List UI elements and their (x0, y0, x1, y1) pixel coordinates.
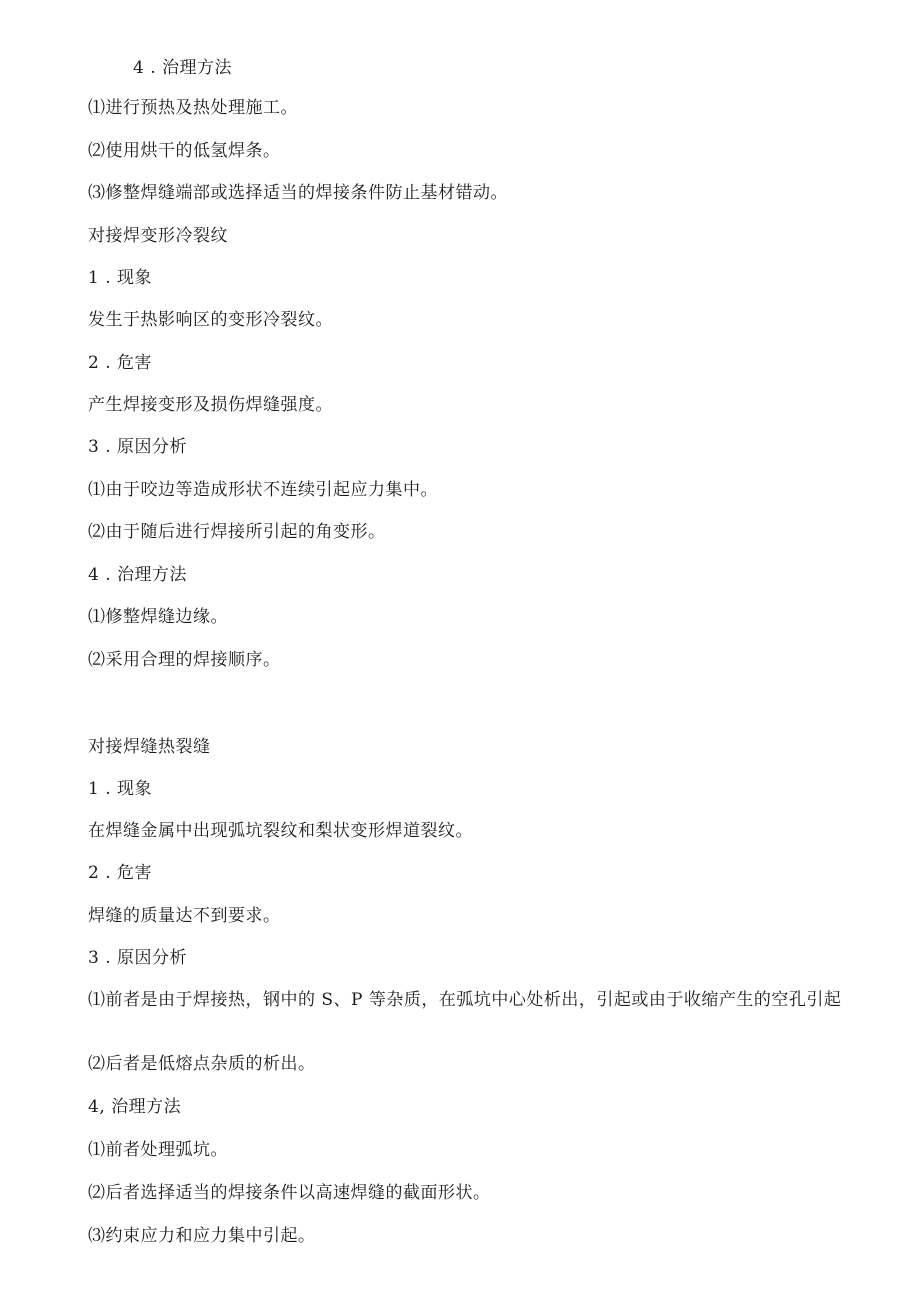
section-heading: 1 . 现象 (88, 779, 153, 799)
body-text: 在焊缝金属中出现弧坑裂纹和梨状变形焊道裂纹。 (88, 821, 473, 841)
section-heading: 3 . 原因分析 (88, 948, 188, 968)
list-item: ⑵由于随后进行焊接所引起的角变形。 (88, 522, 386, 542)
list-item: ⑴前者处理弧坑。 (88, 1140, 228, 1160)
wrapped-list-item: ⑴前者是由于焊接热，钢中的 S、P 等杂质，在弧坑中心处析出，引起或由于收缩产生的空孔引起 (88, 990, 842, 1010)
section-heading: 4, 治理方法 (88, 1097, 182, 1117)
list-item: ⑵采用合理的焊接顺序。 (88, 650, 281, 670)
section-heading: 2 . 危害 (88, 353, 153, 373)
section-heading: 1 . 现象 (88, 268, 153, 288)
list-item: ⑶约束应力和应力集中引起。 (88, 1226, 316, 1246)
list-item: ⑴修整焊缝边缘。 (88, 607, 228, 627)
body-text: 发生于热影响区的变形冷裂纹。 (88, 310, 333, 330)
body-text: 产生焊接变形及损伤焊缝强度。 (88, 395, 333, 415)
section-heading: 4 . 治理方法 (133, 58, 233, 78)
topic-title: 对接焊变形冷裂纹 (88, 226, 228, 246)
section-heading: 2 . 危害 (88, 863, 153, 883)
section-heading: 4 . 治理方法 (88, 565, 188, 585)
list-item: ⑵使用烘干的低氢焊条。 (88, 141, 281, 161)
section-heading: 3 . 原因分析 (88, 437, 188, 457)
list-item: ⑴由于咬边等造成形状不连续引起应力集中。 (88, 480, 438, 500)
list-item: ⑶修整焊缝端部或选择适当的焊接条件防止基材错动。 (88, 183, 508, 203)
body-text: 焊缝的质量达不到要求。 (88, 906, 281, 926)
list-item: ⑵后者选择适当的焊接条件以高速焊缝的截面形状。 (88, 1183, 491, 1203)
list-item: ⑴进行预热及热处理施工。 (88, 98, 298, 118)
list-item: ⑵后者是低熔点杂质的析出。 (88, 1054, 316, 1074)
topic-title: 对接焊缝热裂缝 (88, 737, 211, 757)
